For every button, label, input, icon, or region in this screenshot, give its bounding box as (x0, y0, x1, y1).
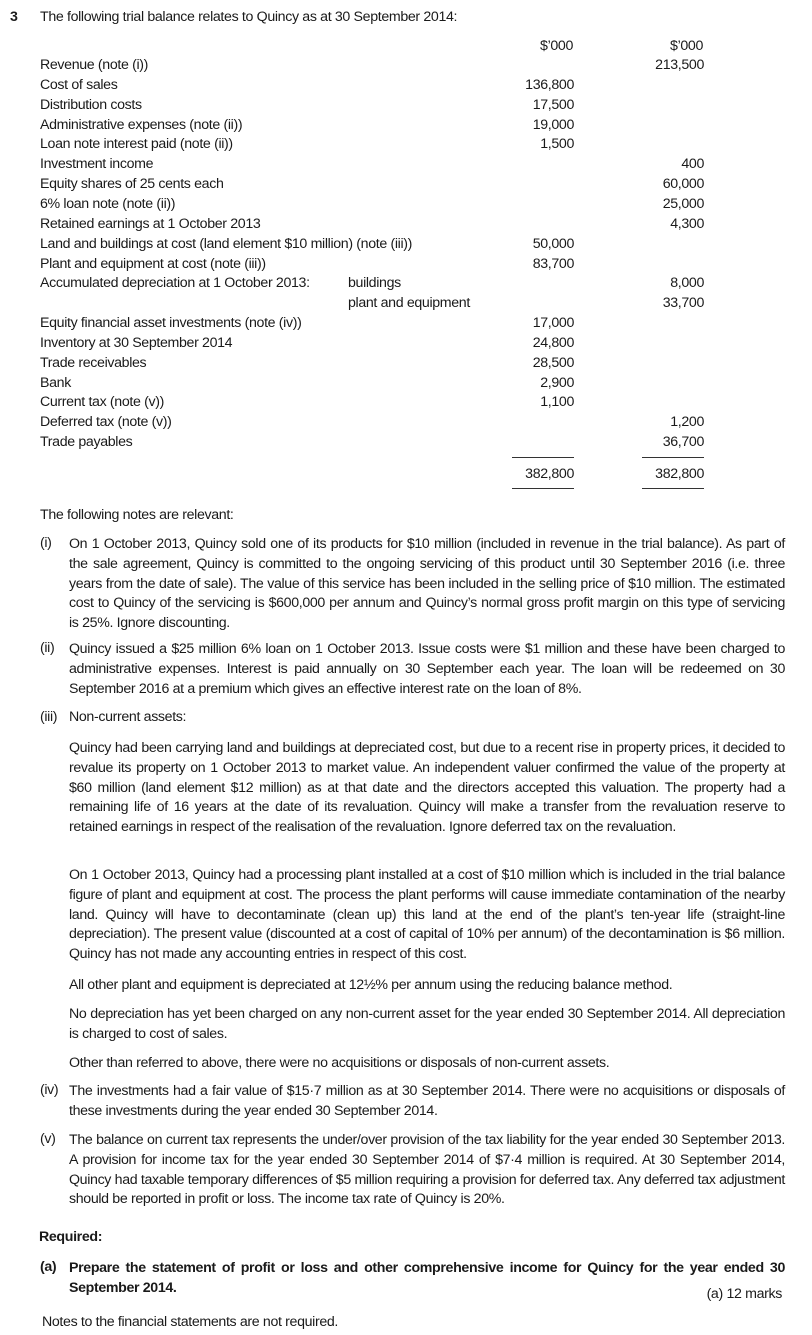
note-iv-text: The investments had a fair value of $15·7 million as at 30 September 2014. There were no acquisitions or disposals of these investments during the year ended 30 September 2014. (69, 1083, 785, 1119)
trial-balance-row (0, 176, 812, 196)
notes-intro: The following notes are relevant: (40, 507, 234, 523)
row-debit: 50,000 (532, 235, 574, 252)
row-sublabel: plant and equipment (348, 295, 470, 312)
row-label: Loan note interest paid (note (ii)) (40, 136, 233, 153)
required-heading: Required: (39, 1229, 103, 1245)
row-credit: 60,000 (662, 176, 704, 193)
row-label: Accumulated depreciation at 1 October 2013: (40, 275, 310, 292)
note-label: (v) (40, 1131, 56, 1147)
row-debit: 17,000 (532, 315, 574, 332)
trial-balance-row (0, 315, 812, 335)
row-credit: 400 (681, 156, 704, 173)
note-i-text: On 1 October 2013, Quincy sold one of its products for $10 million (included in revenue in the trial balance). As part of the sale agreement, Quincy is committed to the ongoing servicing of this product until 30 September 2016 (i.e. three years from the date of sale). The value of this service has been included in the selling price of $10 million. The estimated cost to Quincy of the servicing is $600,000 per annum and Quincy’s normal gross profit margin on this type of servicing is 25%. Ignore discounting. (69, 536, 785, 632)
note-iii-paragraph: On 1 October 2013, Quincy had a processing plant installed at a cost of $10 million which is included in the trial balance figure of plant and equipment at cost. The process the plant performs will cause immediate contamination of the nearby land. Quincy will have to decontaminate (clean up) this land at the end of the plant’s ten-year life (straight-line depreciation). The present value (discounted at a cost of capital of 10% per annum) of the decontamination is $6 million. Quincy has not made any accounting entries in respect of this cost. (69, 867, 785, 963)
trial-balance-row (0, 77, 812, 97)
row-debit: 19,000 (532, 116, 574, 133)
row-label: Land and buildings at cost (land element $10 million) (note (iii)) (40, 235, 412, 252)
row-label: Plant and equipment at cost (note (iii)) (40, 255, 266, 272)
row-label: Bank (40, 374, 71, 391)
trial-balance-row (0, 434, 812, 454)
row-label: Retained earnings at 1 October 2013 (40, 215, 261, 232)
note-iii-paragraph: Other than referred to above, there were no acquisitions or disposals of non-current assets. (69, 1055, 610, 1071)
credit-subtotal-rule (642, 457, 704, 458)
trial-balance-row (0, 394, 812, 414)
marks-allocation: (a) 12 marks (706, 1286, 782, 1302)
trial-balance-row (0, 97, 812, 117)
row-label: Deferred tax (note (v)) (40, 414, 172, 431)
trial-balance-row (0, 196, 812, 216)
row-label: Current tax (note (v)) (40, 394, 164, 411)
row-label: Inventory at 30 September 2014 (40, 334, 233, 351)
note-label: (iv) (40, 1082, 59, 1098)
note-iii-paragraph: All other plant and equipment is depreciated at 12½% per annum using the reducing balance method. (69, 977, 673, 993)
row-debit: 24,800 (532, 334, 574, 351)
trial-balance-row (0, 136, 812, 156)
footer-note: Notes to the financial statements are not required. (42, 1314, 339, 1330)
trial-balance-row (0, 156, 812, 176)
row-debit: 2,900 (540, 374, 574, 391)
credit-column-header: $’000 (670, 38, 703, 54)
row-label: Administrative expenses (note (ii)) (40, 116, 243, 133)
row-credit: 25,000 (662, 195, 704, 212)
row-label: Equity financial asset investments (note (iv)) (40, 315, 302, 332)
trial-balance-row (0, 335, 812, 355)
note-label: (iii) (40, 709, 58, 725)
row-debit: 1,100 (540, 394, 574, 411)
trial-balance-row (0, 57, 812, 77)
row-debit: 28,500 (532, 354, 574, 371)
note-iii-heading: Non-current assets: (69, 709, 187, 725)
credit-total-rule (642, 488, 704, 489)
row-credit: 213,500 (655, 57, 704, 73)
row-label: Revenue (note (i)) (40, 57, 149, 73)
part-label: (a) (40, 1259, 57, 1275)
trial-balance-row (0, 414, 812, 434)
note-label: (i) (40, 535, 52, 551)
row-credit: 4,300 (670, 215, 704, 232)
debit-total-rule (512, 488, 574, 489)
row-debit: 136,800 (525, 76, 574, 93)
question-intro: The following trial balance relates to Quincy as at 30 September 2014: (40, 9, 458, 25)
note-ii-text: Quincy issued a $25 million 6% loan on 1 October 2013. Issue costs were $1 million and these have been charged to administrative expenses. Interest is paid annually on 30 September each year. The loan will be redeemed on 30 September 2016 at a premium which gives an effective interest rate on the loan of 8%. (69, 641, 785, 697)
trial-balance-row (0, 375, 812, 395)
total-debit: 382,800 (525, 466, 574, 482)
trial-balance-row (0, 216, 812, 236)
row-credit: 1,200 (670, 414, 704, 431)
row-debit: 1,500 (540, 136, 574, 153)
row-label: Trade receivables (40, 354, 147, 371)
total-credit: 382,800 (655, 466, 704, 482)
row-label: Trade payables (40, 434, 133, 451)
question-number: 3 (10, 9, 18, 25)
row-credit: 33,700 (662, 295, 704, 312)
row-sublabel: buildings (348, 275, 401, 292)
note-iii-paragraph: Quincy had been carrying land and buildings at depreciated cost, but due to a recent rise in property prices, it decided to revalue its property on 1 October 2013 to market value. An independent valuer confirmed the value of the property at $60 million (land element $12 million) as at that date and the directors accepted this valuation. The property had a remaining life of 16 years at the date of its revaluation. Quincy will make a transfer from the revaluation reserve to retained earnings in respect of the realisation of the revaluation. Ignore deferred tax on the revaluation. (69, 740, 785, 836)
trial-balance-row (0, 117, 812, 137)
trial-balance-row (0, 236, 812, 256)
note-v-text: The balance on current tax represents the under/over provision of the tax liability for the year ended 30 September 2013. A provision for income tax for the year ended 30 September 2014 of $7·4 million is required. At 30 September 2014, Quincy had taxable temporary differences of $5 million requiring a provision for deferred tax. Any deferred tax adjustment should be reported in profit or loss. The income tax rate of Quincy is 20%. (69, 1132, 785, 1208)
trial-balance-row (0, 275, 812, 295)
trial-balance-row (0, 295, 812, 315)
row-label: Distribution costs (40, 96, 142, 113)
note-label: (ii) (40, 640, 55, 656)
row-label: Equity shares of 25 cents each (40, 176, 224, 193)
note-iii-paragraph: No depreciation has yet been charged on any non-current asset for the year ended 30 September 2014. All depreciation is charged to cost of sales. (69, 1006, 785, 1042)
row-label: 6% loan note (note (ii)) (40, 195, 176, 212)
trial-balance-row (0, 256, 812, 276)
part-a-instruction: Prepare the statement of profit or loss and other comprehensive income for Quincy for the year ended 30 September 2014. (69, 1260, 785, 1296)
row-label: Cost of sales (40, 76, 118, 93)
trial-balance-row (0, 355, 812, 375)
debit-subtotal-rule (512, 457, 574, 458)
row-debit: 83,700 (532, 255, 574, 272)
row-credit: 36,700 (662, 434, 704, 451)
debit-column-header: $’000 (540, 38, 573, 54)
row-credit: 8,000 (670, 275, 704, 292)
row-label: Investment income (40, 156, 154, 173)
row-debit: 17,500 (532, 96, 574, 113)
